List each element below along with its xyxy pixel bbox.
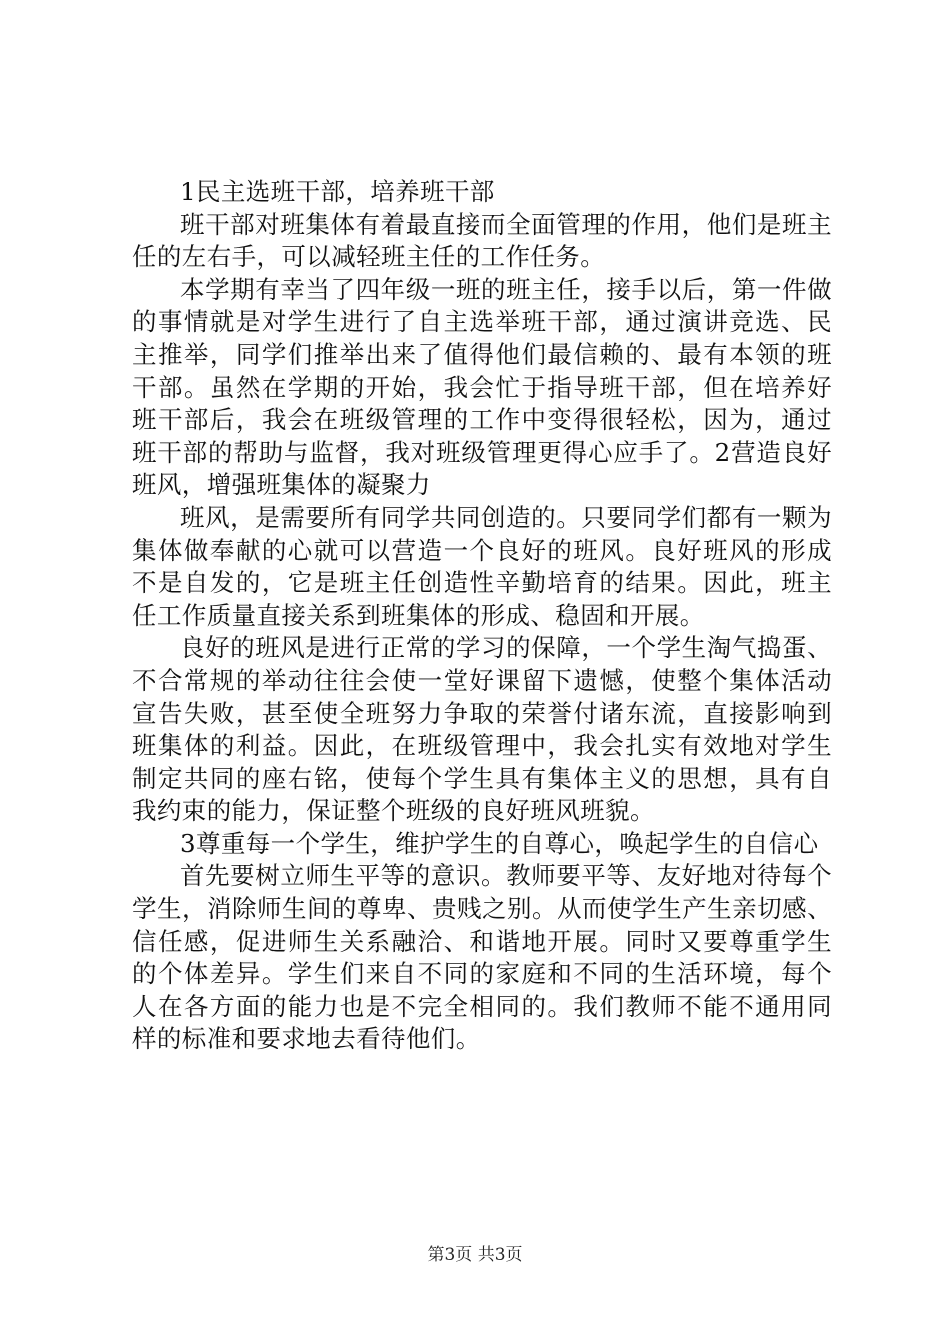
paragraph-line: 任工作质量直接关系到班集体的形成、稳固和开展。 xyxy=(132,600,705,630)
paragraph-line: 良好的班风是进行正常的学习的保障，一个学生淘气捣蛋、 xyxy=(180,633,832,663)
body-text xyxy=(132,176,832,1056)
paragraph-line: 的事情就是对学生进行了自主选举班干部，通过演讲竞选、民 xyxy=(132,307,832,337)
paragraph-line: 班干部对班集体有着最直接而全面管理的作用，他们是班主 xyxy=(180,209,832,239)
paragraph-line: 样的标准和要求地去看待他们。 xyxy=(132,1024,481,1054)
paragraph-line: 不是自发的，它是班主任创造性辛勤培育的结果。因此，班主 xyxy=(132,568,832,598)
paragraph-line: 干部。虽然在学期的开始，我会忙于指导班干部，但在培养好 xyxy=(132,372,832,402)
page-number-footer: 第3页 共3页 xyxy=(427,1245,523,1265)
paragraph-line: 不合常规的举动往往会使一堂好课留下遗憾，使整个集体活动 xyxy=(132,665,832,695)
paragraph-line: 我约束的能力，保证整个班级的良好班风班貌。 xyxy=(132,796,655,826)
paragraph-line: 首先要树立师生平等的意识。教师要平等、友好地对待每个 xyxy=(180,861,832,891)
paragraph-line: 信任感，促进师生关系融洽、和谐地开展。同时又要尊重学生 xyxy=(132,926,832,956)
paragraph-line: 班干部后，我会在班级管理的工作中变得很轻松，因为，通过 xyxy=(132,405,832,435)
paragraph-line: 班干部的帮助与监督，我对班级管理更得心应手了。2营造良好 xyxy=(132,437,832,467)
paragraph-line: 宣告失败，甚至使全班努力争取的荣誉付诸东流，直接影响到 xyxy=(132,698,832,728)
paragraph-line: 班集体的利益。因此，在班级管理中，我会扎实有效地对学生 xyxy=(132,731,832,761)
section-heading: 1民主选班干部，培养班干部 xyxy=(180,177,495,206)
paragraph-line: 制定共同的座右铭，使每个学生具有集体主义的思想，具有自 xyxy=(132,763,832,793)
paragraph-line: 任的左右手，可以减轻班主任的工作任务。 xyxy=(132,242,606,272)
paragraph-line: 集体做奉献的心就可以营造一个良好的班风。良好班风的形成 xyxy=(132,535,832,565)
paragraph-line: 主推举，同学们推举出来了值得他们最信赖的、最有本领的班 xyxy=(132,339,832,369)
paragraph-line: 的个体差异。学生们来自不同的家庭和不同的生活环境，每个 xyxy=(132,959,832,989)
section-heading: 3尊重每一个学生，维护学生的自尊心，唤起学生的自信心 xyxy=(180,828,819,858)
paragraph-line: 本学期有幸当了四年级一班的班主任，接手以后，第一件做 xyxy=(180,274,832,304)
paragraph-line: 学生，消除师生间的尊卑、贵贱之别。从而使学生产生亲切感、 xyxy=(132,894,832,924)
paragraph-line: 班风，是需要所有同学共同创造的。只要同学们都有一颗为 xyxy=(180,502,832,532)
section-heading: 班风，增强班集体的凝聚力 xyxy=(132,470,431,500)
paragraph-line: 人在各方面的能力也是不完全相同的。我们教师不能不通用同 xyxy=(132,991,832,1021)
